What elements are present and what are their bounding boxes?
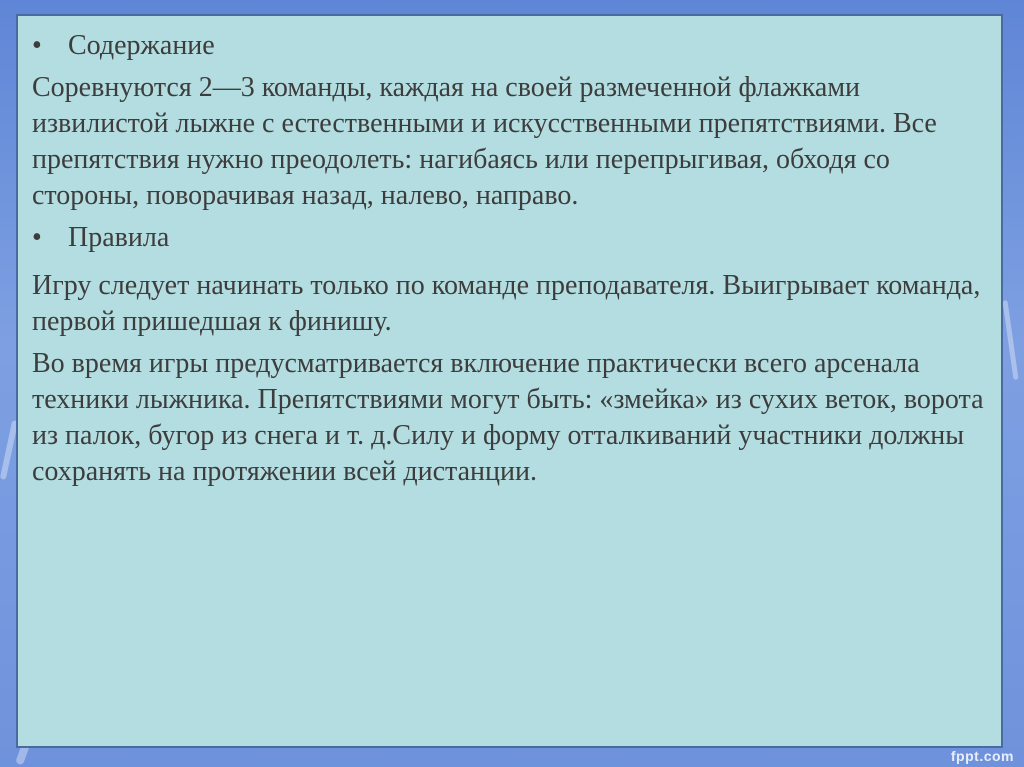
slide-content-box bbox=[16, 14, 1003, 748]
bullet-rules bbox=[32, 220, 992, 256]
bullet-glyph: • bbox=[32, 222, 42, 253]
rules-paragraph-2: Во время игры предусматривается включение практически всего арсенала техники лыжника. Препятствиями могут быть: «змейка» из сухих веток, ворота из палок, бугор из снега и т. д.Силу и форму отталкиваний участники должны сохранять на протяжении всей дистанции. bbox=[32, 348, 984, 487]
bullet-content bbox=[32, 28, 992, 64]
decorative-streak bbox=[1002, 300, 1018, 380]
content-heading: Содержание bbox=[68, 30, 215, 61]
content-paragraph: Соревнуются 2—3 команды, каждая на своей размеченной флажками извилистой лыжне с естественными и искусственными препятствиями. Все препятствия нужно преодолеть: нагибаясь или перепрыгивая, обходя со стороны, поворачивая назад, налево, направо. bbox=[32, 72, 937, 211]
watermark-text: fppt.com bbox=[950, 748, 1014, 764]
bullet-glyph: • bbox=[32, 30, 42, 61]
rules-heading: Правила bbox=[68, 222, 170, 253]
rules-paragraph-1: Игру следует начинать только по команде преподавателя. Выигрывает команда, первой пришедшая к финишу. bbox=[32, 270, 981, 337]
slide-text-area bbox=[32, 28, 992, 490]
